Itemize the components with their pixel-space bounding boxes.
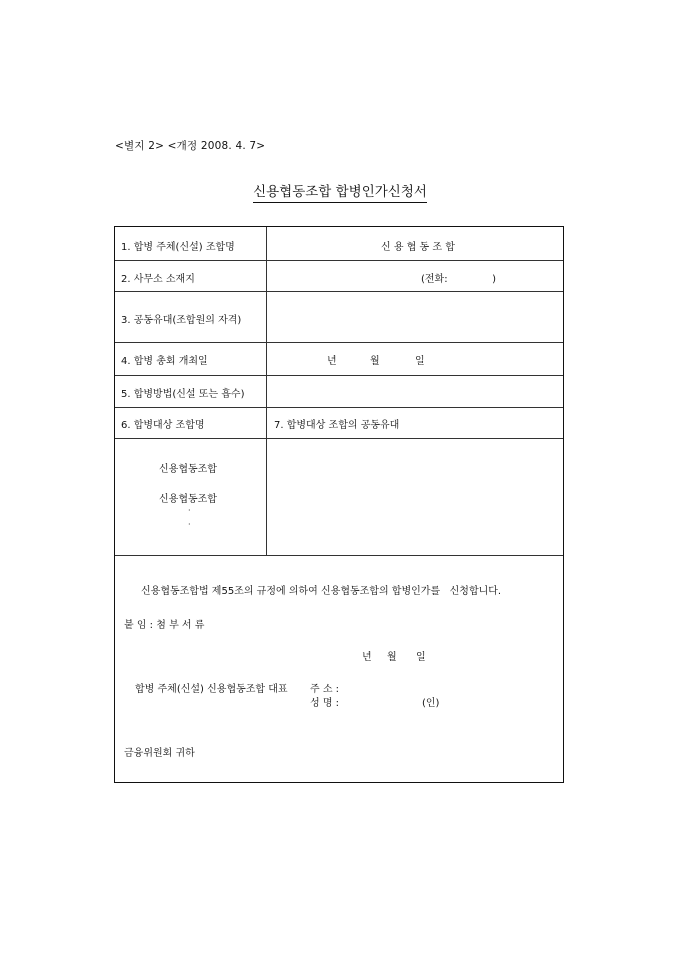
merging-union-name-value: 신 용 협 동 조 합 — [381, 242, 455, 253]
column-divider — [266, 227, 267, 555]
row-divider — [115, 291, 563, 292]
application-month-unit: 월 — [387, 652, 397, 663]
merging-union-name-label: 1. 합병 주체(신설) 조합명 — [121, 242, 235, 253]
common-bond-label: 3. 공동유대(조합원의 자격) — [121, 315, 242, 326]
document-title — [0, 180, 680, 200]
form-number-note: <별지 2> <개정 2008. 4. 7> — [115, 140, 266, 152]
row-divider — [115, 375, 563, 376]
meeting-day-unit: 일 — [415, 356, 425, 367]
address-label: 주 소 : — [310, 684, 340, 695]
name-label: 성 명 : — [310, 698, 340, 709]
application-day-unit: 일 — [416, 652, 426, 663]
ellipsis-dot: · — [188, 520, 191, 529]
row-divider — [115, 407, 563, 408]
row-divider — [115, 260, 563, 261]
document-title-text: 신용협동조합 합병인가신청서 — [253, 184, 427, 203]
row-divider — [115, 555, 563, 556]
application-form-table — [114, 226, 564, 783]
target-union-name-label: 6. 합병대상 조합명 — [121, 420, 205, 431]
meeting-year-unit: 년 — [327, 356, 337, 367]
target-union-item: 신용협동조합 — [159, 464, 217, 475]
recipient-line: 금융위원회 귀하 — [124, 748, 195, 759]
seal-mark: (인) — [422, 698, 440, 709]
ellipsis-dot: · — [188, 506, 191, 515]
office-location-label: 2. 사무소 소재지 — [121, 274, 195, 285]
meeting-month-unit: 월 — [370, 356, 380, 367]
phone-field: (전화: ) — [421, 274, 496, 285]
application-year-unit: 년 — [362, 652, 372, 663]
row-divider — [115, 342, 563, 343]
row-divider — [115, 438, 563, 439]
merger-method-label: 5. 합병방법(신설 또는 흡수) — [121, 389, 245, 400]
application-statement: 신용협동조합법 제55조의 규정에 의하여 신용협동조합의 합병인가를 신청합니다. — [141, 586, 502, 597]
target-common-bond-label: 7. 합병대상 조합의 공동유대 — [274, 420, 400, 431]
attachments-line: 붙 임 : 첨 부 서 류 — [124, 620, 205, 631]
applicant-representative-label: 합병 주체(신설) 신용협동조합 대표 — [135, 684, 288, 695]
general-meeting-date-label: 4. 합병 총회 개최일 — [121, 356, 208, 367]
target-union-item: 신용협동조합 — [159, 494, 217, 505]
